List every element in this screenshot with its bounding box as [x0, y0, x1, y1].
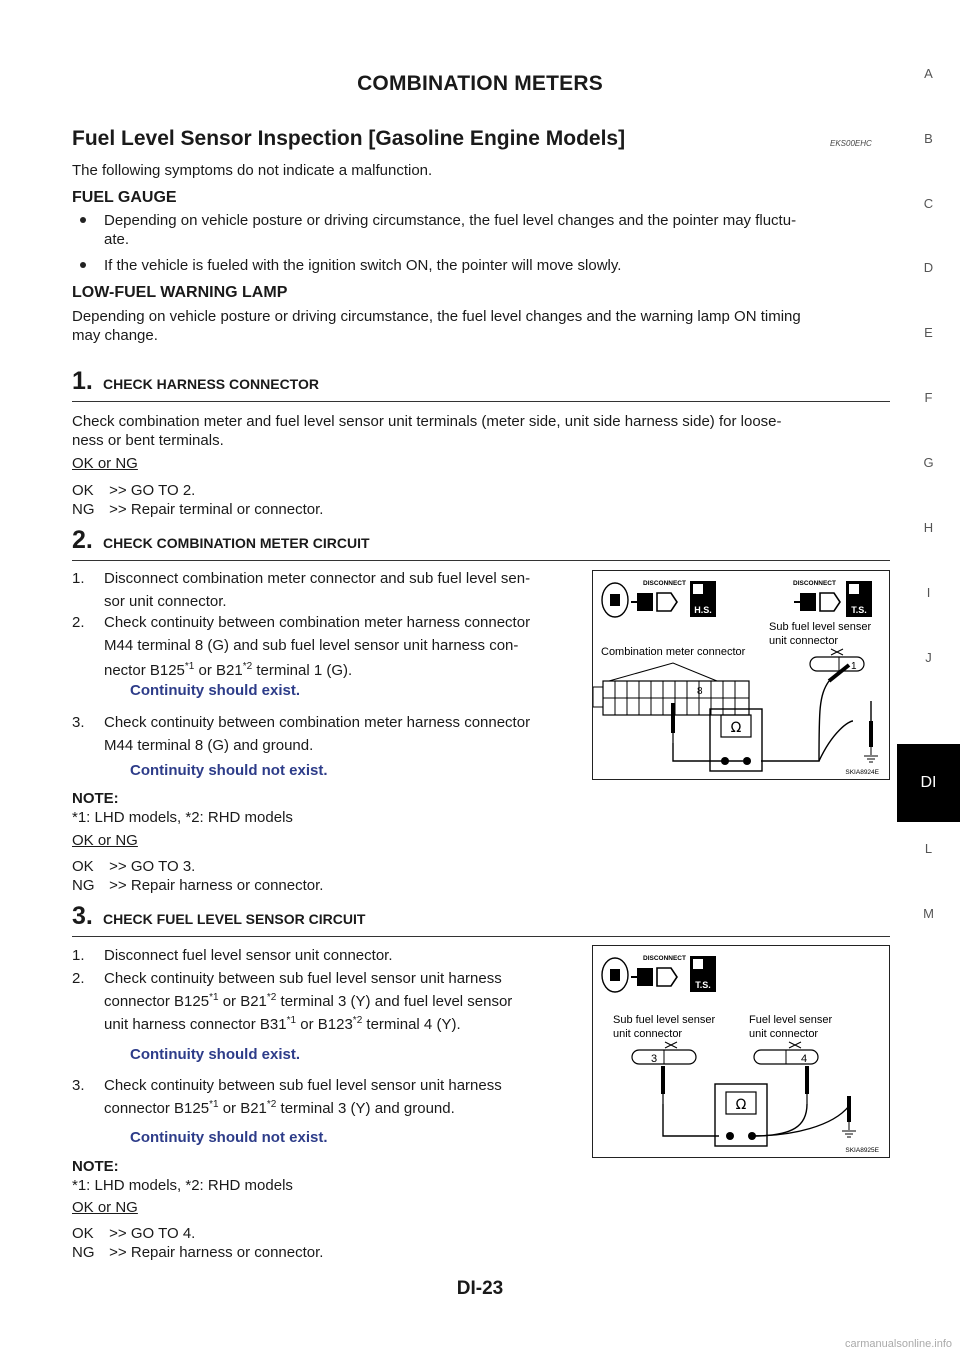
step-1-okng: OK or NG — [72, 455, 138, 472]
tab-h[interactable]: H — [923, 520, 934, 535]
connector-disconnect-icon — [631, 593, 677, 611]
ignition-off-icon — [602, 958, 628, 992]
figure-combination-meter-circuit — [592, 570, 890, 780]
sub-connector-label: unit connector — [769, 635, 839, 647]
figure-fuel-level-sensor-circuit — [592, 945, 890, 1158]
tab-b[interactable]: B — [924, 131, 933, 146]
step-3-item-1: 1. Disconnect fuel level sensor unit connector. — [72, 947, 393, 964]
page-number: DI-23 — [456, 1278, 504, 1299]
low-fuel-heading: LOW-FUEL WARNING LAMP — [72, 284, 288, 301]
sub-connector-label: Sub fuel level senser — [613, 1014, 716, 1026]
tab-g[interactable]: G — [923, 455, 934, 470]
terminal-4-label: 4 — [801, 1053, 808, 1065]
tab-l[interactable]: L — [924, 841, 933, 856]
tab-j[interactable]: J — [925, 650, 932, 665]
step-3-note-heading: NOTE: — [72, 1158, 119, 1175]
step-1-heading: 1. CHECK HARNESS CONNECTOR — [72, 367, 890, 402]
tab-a[interactable]: A — [924, 66, 933, 81]
figure-code: SKIA8925E — [845, 1147, 879, 1154]
step-3-item-2: 2. Check continuity between sub fuel level sensor unit harness connector B125$^{*1}$ or B21$^{*2}$ terminal 3 (Y) and fuel level sensor unit harness connector B31$^{*1}$ or B123$^{*2}$ terminal 4 (Y). — [72, 970, 513, 1033]
figure-code: SKIA8924E — [845, 769, 879, 776]
step-3-item-3: 3. Check continuity between sub fuel level sensor unit harness connector B125$^{*1}$ or B21$^{*2}$ terminal 3 (Y) and ground. — [72, 1077, 502, 1117]
step-2-results: OK >> GO TO 3. NG >> Repair harness or connector. — [72, 858, 324, 894]
step-2-note: *1: LHD models, *2: RHD models — [72, 809, 293, 826]
wiring-diagram-1 — [593, 571, 888, 778]
connector-disconnect-icon — [631, 968, 677, 986]
meter-connector-label: Combination meter connector — [601, 646, 746, 658]
terminal-3-label: 3 — [651, 1053, 658, 1065]
step-1-results: OK >> GO TO 2. NG >> Repair terminal or connector. — [72, 482, 324, 518]
disconnect-label: DISCONNECT — [793, 580, 836, 587]
step-3-okng: OK or NG — [72, 1199, 138, 1216]
step-2-item-2: 2. Check continuity between combination meter harness connector M44 terminal 8 (G) and sub fuel level sensor unit harness con- nector B125$^{*1}$ or B21$^{*2}$ terminal 1 (G). — [72, 614, 531, 679]
ground-icon — [864, 721, 878, 762]
fuel-gauge-bullet-1: Depending on vehicle posture or driving circumstance, the fuel level changes and the pointer may fluctu- ate. — [76, 211, 890, 249]
step-3-note: *1: LHD models, *2: RHD models — [72, 1177, 293, 1194]
bullet-icon — [80, 217, 86, 223]
section-code: EKS00EHC — [830, 139, 872, 148]
ts-icon — [690, 956, 716, 992]
step-1-text: Check combination meter and fuel level sensor unit terminals (meter side, unit side harness side) for loose- ness or bent terminals. — [72, 413, 782, 449]
fuel-gauge-heading: FUEL GAUGE — [72, 189, 177, 206]
sub-connector-label: unit connector — [613, 1028, 683, 1040]
low-fuel-text: Depending on vehicle posture or driving circumstance, the fuel level changes and the warning lamp ON timing may change. — [72, 308, 801, 344]
ts-label: T.S. — [695, 980, 711, 990]
tab-f[interactable]: F — [924, 390, 933, 405]
hs-icon — [690, 581, 716, 617]
ground-icon — [842, 1096, 856, 1137]
step-2-continuity-not-exist: Continuity should not exist. — [130, 762, 328, 779]
step-3-continuity-exist: Continuity should exist. — [130, 1046, 301, 1063]
watermark: carmanualsonline.info — [844, 1338, 952, 1350]
fuel-level-connector — [754, 1042, 818, 1064]
sub-connector-label: Sub fuel level senser — [769, 621, 872, 633]
tab-di-active[interactable]: DI — [897, 744, 960, 822]
tab-i[interactable]: I — [926, 585, 931, 600]
intro-text: The following symptoms do not indicate a malfunction. — [72, 162, 433, 179]
fuel-connector-label: unit connector — [749, 1028, 819, 1040]
ohmmeter-icon — [710, 709, 762, 771]
section-tabs — [897, 0, 960, 1358]
disconnect-label: DISCONNECT — [643, 580, 686, 587]
disconnect-label: DISCONNECT — [643, 955, 686, 962]
step-2-item-1: 1. Disconnect combination meter connector and sub fuel level sen- sor unit connector. — [72, 570, 531, 610]
step-2-okng: OK or NG — [72, 832, 138, 849]
ohm-symbol: Ω — [730, 720, 742, 736]
multimeter-probes — [671, 665, 871, 761]
step-2-note-heading: NOTE: — [72, 790, 119, 807]
connector-disconnect-icon — [794, 593, 840, 611]
step-3-heading: 3. CHECK FUEL LEVEL SENSOR CIRCUIT — [72, 902, 890, 937]
terminal-8-label: 8 — [697, 686, 703, 697]
step-3-continuity-not-exist: Continuity should not exist. — [130, 1129, 328, 1146]
hs-label: H.S. — [694, 605, 712, 615]
step-2-heading: 2. CHECK COMBINATION METER CIRCUIT — [72, 526, 890, 561]
ignition-off-icon — [602, 583, 628, 617]
tab-e[interactable]: E — [924, 325, 933, 340]
ts-label: T.S. — [851, 605, 867, 615]
ts-icon — [846, 581, 872, 617]
fuel-gauge-bullet-2: If the vehicle is fueled with the ignition switch ON, the pointer will move slowly. — [76, 256, 890, 275]
ohmmeter-icon — [715, 1084, 767, 1146]
tab-m[interactable]: M — [923, 906, 934, 921]
tab-d[interactable]: D — [923, 260, 934, 275]
step-3-results: OK >> GO TO 4. NG >> Repair harness or connector. — [72, 1225, 324, 1261]
step-2-continuity-exist: Continuity should exist. — [130, 682, 301, 699]
multimeter-probes — [661, 1066, 849, 1136]
page-header: COMBINATION METERS — [357, 72, 603, 95]
wiring-diagram-2 — [593, 946, 888, 1156]
bullet-icon — [80, 262, 86, 268]
sub-fuel-connector — [632, 1042, 696, 1064]
terminal-1-label: 1 — [851, 661, 857, 672]
section-title: Fuel Level Sensor Inspection [Gasoline Engine Models] — [72, 127, 626, 150]
tab-c[interactable]: C — [923, 196, 934, 211]
fuel-connector-label: Fuel level senser — [749, 1014, 833, 1026]
step-2-item-3: 3. Check continuity between combination meter harness connector M44 terminal 8 (G) and ground. — [72, 714, 531, 754]
ohm-symbol: Ω — [735, 1097, 747, 1113]
